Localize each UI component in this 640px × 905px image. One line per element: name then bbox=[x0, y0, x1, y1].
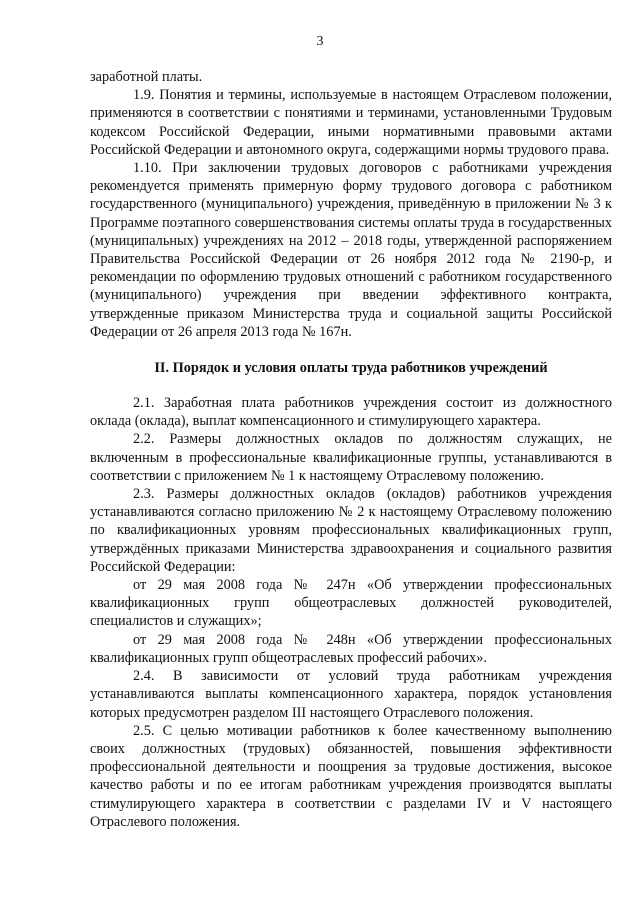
paragraph-2-1: 2.1. Заработная плата работников учреждения состоит из должностного оклада (оклада), выплат компенсационного и стимулирующего характера. bbox=[90, 395, 612, 430]
page-number: 3 bbox=[316, 34, 324, 49]
paragraph-2-3: 2.3. Размеры должностных окладов (окладов) работников учреждения устанавливаются согласно приложению № 2 к настоящему Отраслевому положению по квалификационных уровням профессиональных квалификационных групп, утверждённых приказами Министерства здравоохранения и социального развития Российской Федерации: bbox=[90, 486, 612, 575]
paragraph-1-9: 1.9. Понятия и термины, используемые в настоящем Отраслевом положении, применяются в соответствии с понятиями и терминами, установленными Трудовым кодексом Российской Федерации, иными нормативными правовыми актами Российской Федерации и автономного округа, содержащими нормы трудового права. bbox=[90, 87, 612, 158]
paragraph-order-247n: от 29 мая 2008 года № 247н «Об утверждении профессиональных квалификационных групп общеотраслевых должностей руководителей, специалистов и служащих»; bbox=[90, 577, 612, 630]
section-heading: II. Порядок и условия оплаты труда работников учреждений bbox=[154, 360, 548, 377]
paragraph-order-248n: от 29 мая 2008 года № 248н «Об утверждении профессиональных квалификационных групп общеотраслевых профессий рабочих». bbox=[90, 631, 612, 666]
paragraph-1-10: 1.10. При заключении трудовых договоров с работниками учреждения рекомендуется применять примерную форму трудового договора с работником государственного (муниципального) учреждения, приведённую в приложении № 3 к Программе поэтапного совершенствования системы оплаты труда в государственных (муниципальных) учреждениях на 2012 – 2018 годы, утвержденной распоряжением Правительства Российской Федерации от 26 ноября 2012 года № 2190-р, и рекомендации по оформлению трудовых отношений с работником государственного (муниципального) учреждения при введении эффективного контракта, утвержденные приказом Министерства труда и социальной защиты Российской Федерации от 26 апреля 2013 года № 167н. bbox=[90, 160, 612, 340]
paragraph-2-2: 2.2. Размеры должностных окладов по должностям служащих, не включенным в профессиональные квалификационные группы, устанавливаются в соответствии с приложением № 1 к настоящему Отраслевому положению. bbox=[90, 431, 612, 484]
page-content bbox=[90, 68, 612, 831]
paragraph-continuation: заработной платы. bbox=[90, 69, 203, 85]
paragraph-2-4: 2.4. В зависимости от условий труда работникам учреждения устанавливаются выплаты компенсационного характера, порядок установления которых предусмотрен разделом III настоящего Отраслевого положения. bbox=[90, 668, 612, 721]
paragraph-2-5: 2.5. С целью мотивации работников к более качественному выполнению своих должностных (трудовых) обязанностей, повышения эффективности профессиональной деятельности и поощрения за трудовые достижения, высокое качество работы и по ее итогам работникам учреждения производятся выплаты стимулирующего характера в соответствии с разделами IV и V настоящего Отраслевого положения. bbox=[90, 722, 612, 830]
